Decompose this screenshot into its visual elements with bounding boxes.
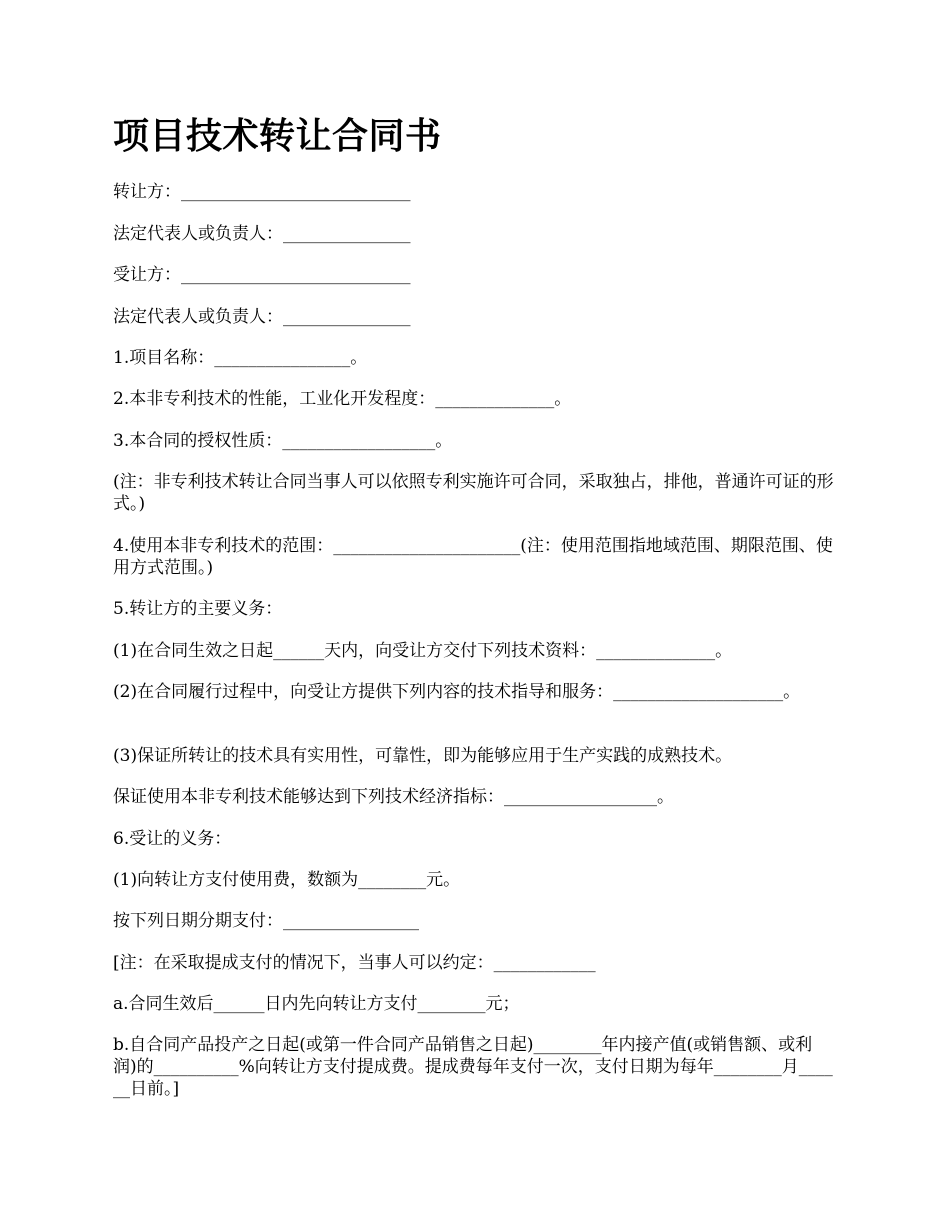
clause-6-heading: 6.受让的义务： bbox=[113, 829, 232, 849]
clause-5-item-3: (3)保证所转让的技术具有实用性，可靠性，即为能够应用于生产实践的成熟技术。 bbox=[113, 746, 733, 766]
note-authorization-forms: (注：非专利技术转让合同当事人可以依照专利实施许可合同，采取独占，排他，普通许可证的形式。) bbox=[113, 472, 834, 514]
royalty-item-a: a.合同生效后______日内先向转让方支付________元； bbox=[113, 994, 520, 1014]
installment-line: 按下列日期分期支付：________________ bbox=[113, 911, 419, 931]
clause-5-guarantee: 保证使用本非专利技术能够达到下列技术经济指标：__________________。 bbox=[113, 787, 674, 807]
document-title: 项目技术转让合同书 bbox=[113, 115, 442, 157]
note-royalty: [注：在采取提成支付的情况下，当事人可以约定：____________ bbox=[113, 953, 596, 973]
transferor-line: 转让方：___________________________ bbox=[113, 182, 411, 202]
clause-2-performance: 2.本非专利技术的性能，工业化开发程度：______________。 bbox=[113, 389, 572, 409]
clause-5-item-2: (2)在合同履行过程中，向受让方提供下列内容的技术指导和服务：____________________。 bbox=[113, 682, 801, 702]
royalty-item-b: b.自合同产品投产之日起(或第一件合同产品销售之日起)________年内接产值(或销售额、或利润)的__________%向转让方支付提成费。提成费每年支付一次，支付日期为每年________月______日前。] bbox=[113, 1035, 833, 1099]
clause-3-authorization: 3.本合同的授权性质：__________________。 bbox=[113, 431, 453, 451]
clause-5-item-1: (1)在合同生效之日起______天内，向受让方交付下列技术资料：______________。 bbox=[113, 641, 733, 661]
clause-1-project-name: 1.项目名称：________________。 bbox=[113, 348, 368, 368]
clause-5-heading: 5.转让方的主要义务： bbox=[113, 599, 283, 619]
transferee-representative-line: 法定代表人或负责人：_______________ bbox=[113, 307, 411, 327]
clause-6-item-1: (1)向转让方支付使用费，数额为________元。 bbox=[113, 870, 461, 890]
transferor-representative-line: 法定代表人或负责人：_______________ bbox=[113, 224, 411, 244]
clause-4-scope: 4.使用本非专利技术的范围：______________________(注：使用范围指地域范围、期限范围、使用方式范围。) bbox=[113, 536, 833, 578]
transferee-line: 受让方：___________________________ bbox=[113, 265, 411, 285]
